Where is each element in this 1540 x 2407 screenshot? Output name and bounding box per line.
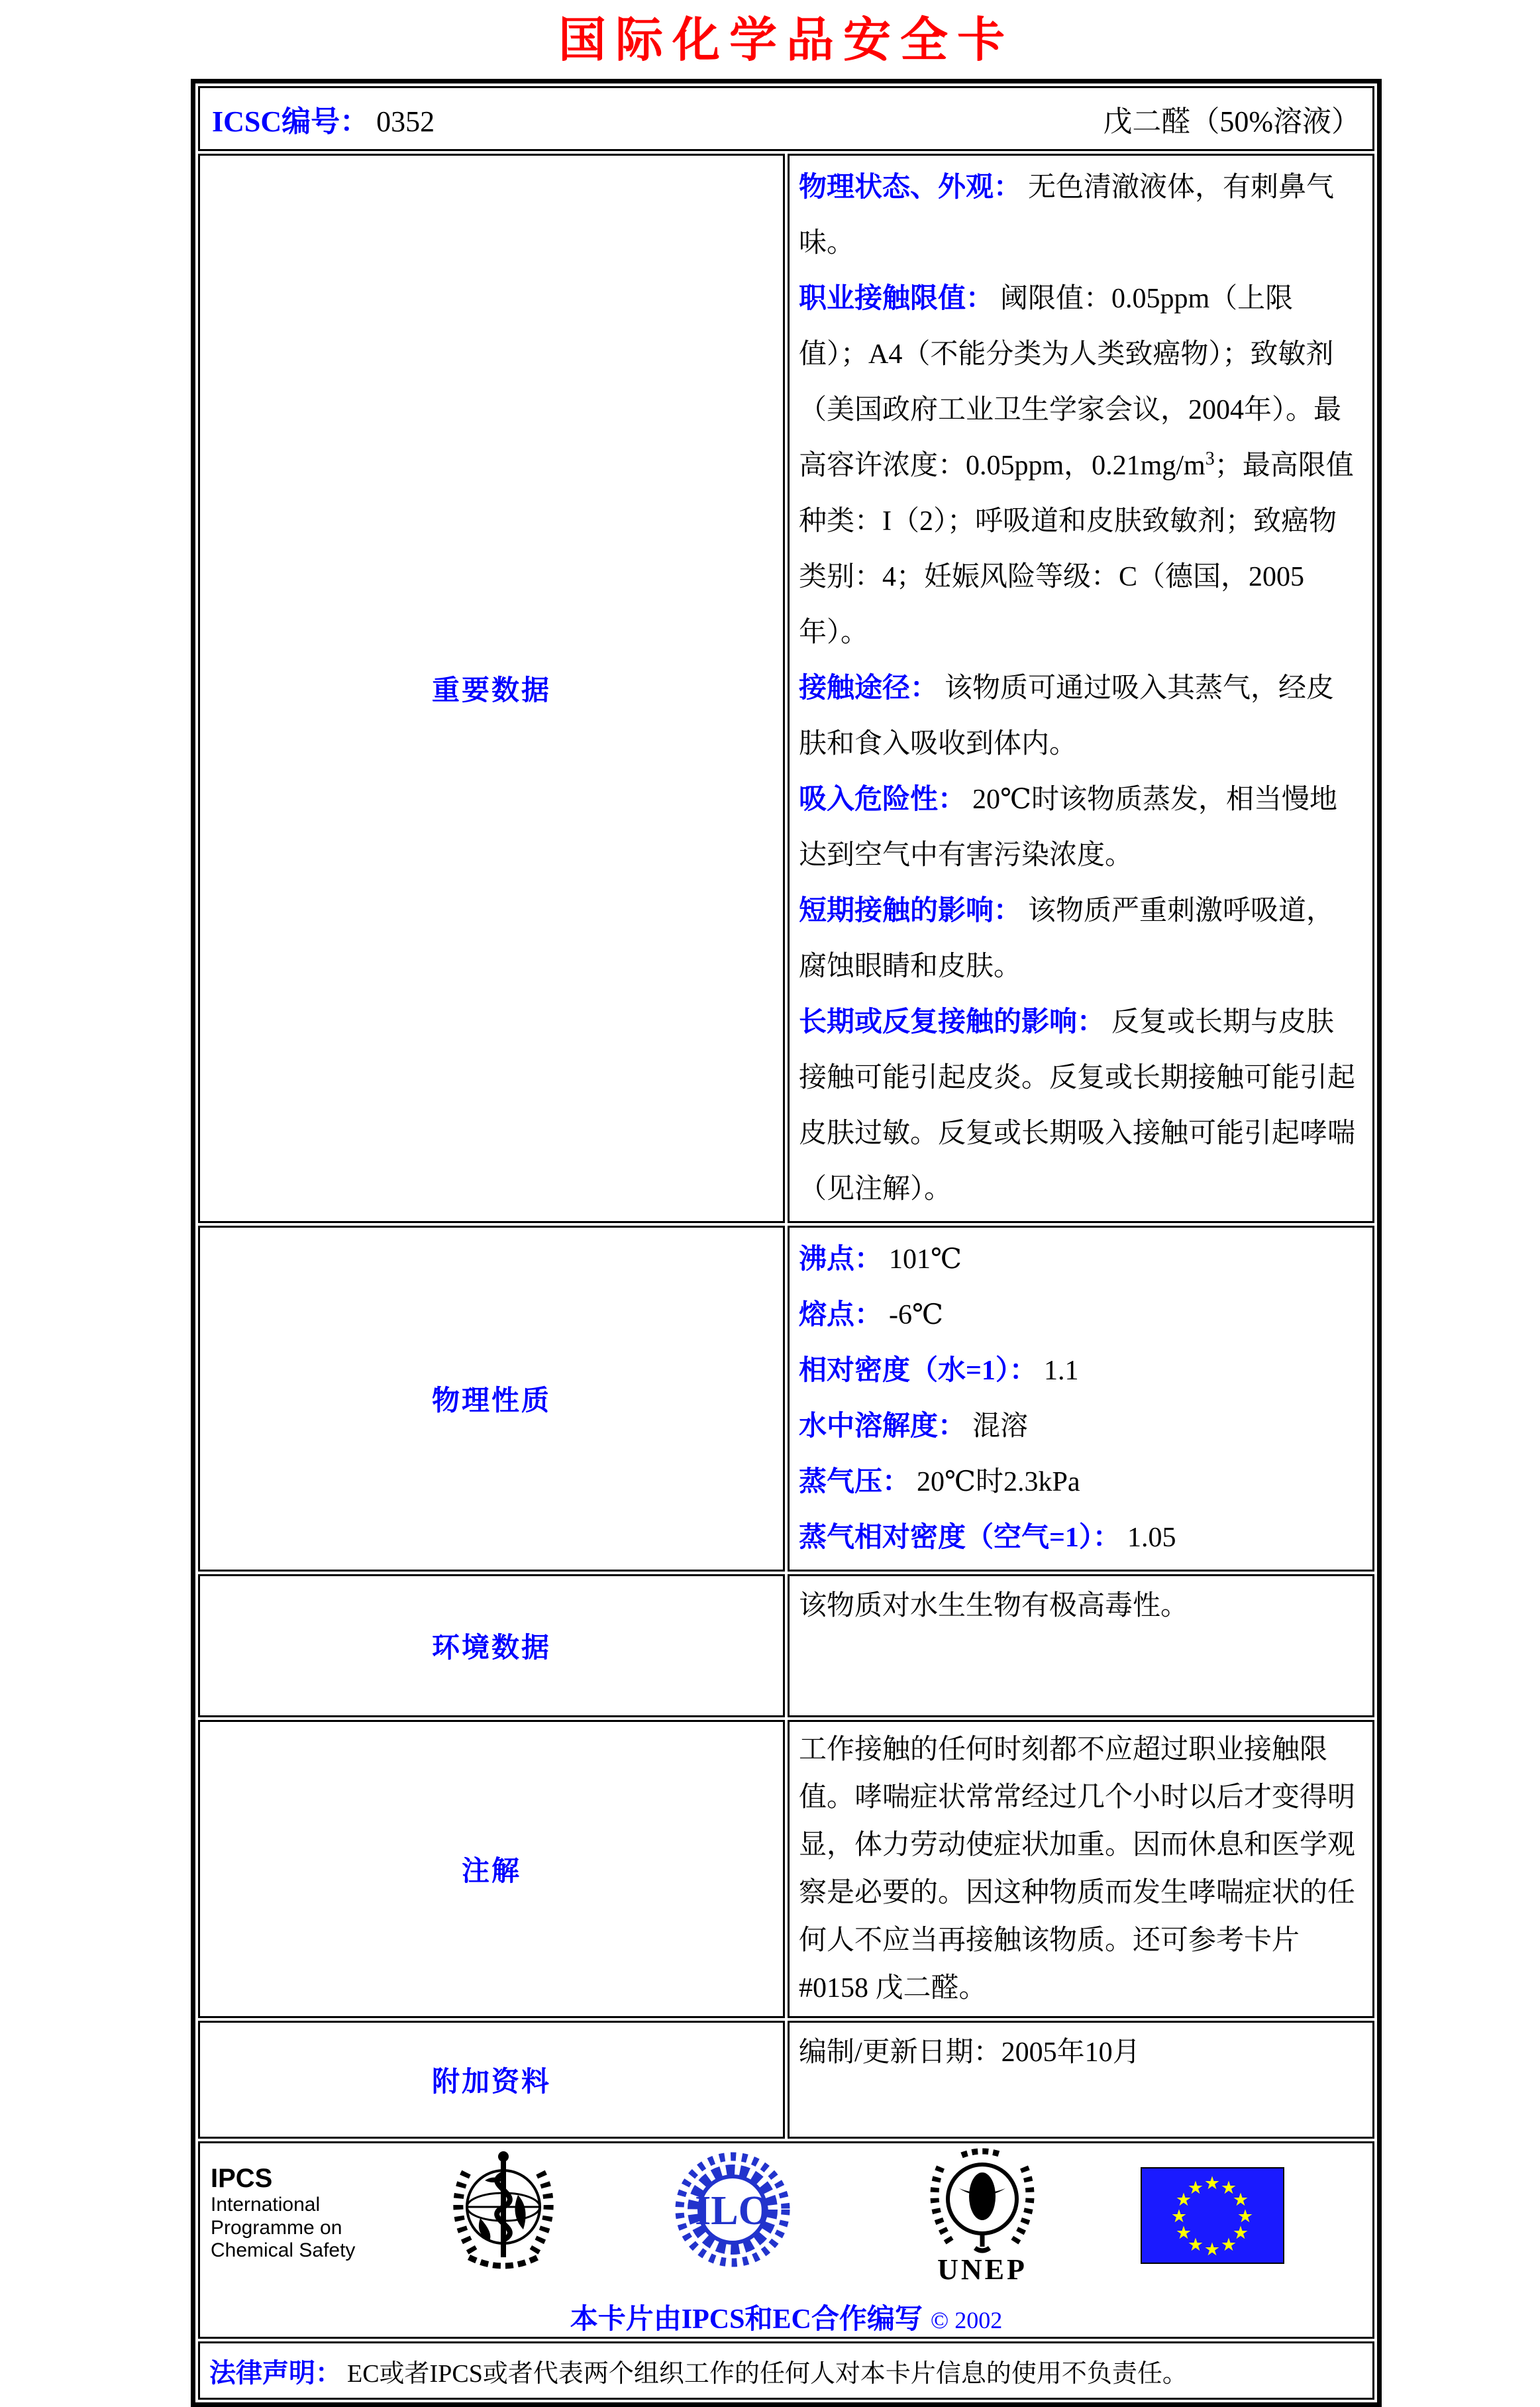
svg-text:★: ★ xyxy=(1232,2190,1249,2211)
section-label-important: 重要数据 xyxy=(198,154,785,1223)
important-item-long-term: 长期或反复接触的影响： 反复或长期与皮肤接触可能引起皮炎。反复或长期接触可能引起皮肤过敏。反复或长期吸入接触可能引起哮喘（见注解）。 xyxy=(799,1007,1356,1205)
section-label-environment: 环境数据 xyxy=(198,1574,785,1717)
credit-year: © 2002 xyxy=(930,2307,1003,2334)
page-title: 国际化学品安全卡 xyxy=(558,14,1014,67)
unep-label: UNEP xyxy=(937,2253,1027,2286)
header-cell xyxy=(198,86,1374,151)
important-item-inhalation-risk: 吸入危险性： 20℃时该物质蒸发，相当慢地达到空气中有害污染浓度。 xyxy=(799,784,1337,871)
legal-text: EC或者IPCS或者代表两个组织工作的任何人对本卡片信息的使用不负责任。 xyxy=(347,2359,1188,2388)
credit-text: 本卡片由IPCS和EC合作编写 xyxy=(570,2304,923,2335)
physical-item-water-solubility: 水中溶解度： 混溶 xyxy=(799,1411,1029,1442)
additional-info-content: 编制/更新日期：2005年10月 xyxy=(788,2021,1374,2139)
important-item-exposure-limits: 职业接触限值： 阈限值：0.05ppm（上限值）；A4（不能分类为人类致癌物）；致敏剂（美国政府工业卫生学家会议，2004年）。最高容许浓度：0.05ppm，$0.21mg/m^3$；最高限值种类：I（2）；呼吸道和皮肤致敏剂；致癌物类别：4；妊娠风险等级：C（德国，2005年）。 xyxy=(799,284,1354,649)
section-label-notes: 注解 xyxy=(198,1720,785,2018)
ipcs-title: IPCS xyxy=(211,2164,273,2194)
chemical-name: 戊二醛（50%溶液） xyxy=(1103,105,1360,138)
ipcs-text-block: IPCS International Programme on Chemical Safety xyxy=(211,2163,409,2263)
logos-row xyxy=(198,2141,1374,2339)
legal-cell xyxy=(198,2341,1374,2400)
physical-properties-content xyxy=(788,1226,1374,1572)
section-label-physical: 物理性质 xyxy=(198,1226,785,1572)
important-item-appearance: 物理状态、外观： 无色清澈液体，有刺鼻气味。 xyxy=(799,172,1335,259)
legal-label: 法律声明： xyxy=(209,2357,342,2388)
physical-item-boiling-point: 沸点： 101℃ xyxy=(799,1244,962,1275)
physical-item-relative-density: 相对密度（水=1）： 1.1 xyxy=(799,1356,1079,1387)
physical-item-vapor-density: 蒸气相对密度（空气=1）： 1.05 xyxy=(799,1523,1176,1554)
notes-content: 工作接触的任何时刻都不应超过职业接触限值。哮喘症状常常经过几个小时以后才变得明显，体力劳动使症状加重。因而休息和医学观察是必要的。因这种物质而发生哮喘症状的任何人不应当再接触该物质。还可参考卡片#0158 戊二醛。 xyxy=(788,1720,1374,2018)
icsc-number xyxy=(212,97,435,140)
important-data-content xyxy=(788,154,1374,1223)
header-row xyxy=(198,86,1374,151)
environmental-data-row xyxy=(198,1574,1374,1717)
superscript-3: 3 xyxy=(1205,449,1215,470)
svg-text:★: ★ xyxy=(1220,2178,1237,2199)
additional-info-row xyxy=(198,2021,1374,2139)
credit-line xyxy=(200,2297,1372,2337)
svg-text:★: ★ xyxy=(1175,2190,1192,2211)
icsc-card-table xyxy=(191,79,1382,2407)
svg-text:★: ★ xyxy=(1175,2223,1192,2244)
ilo-logo-icon xyxy=(674,2151,791,2271)
physical-properties-row xyxy=(198,1226,1374,1572)
legal-row xyxy=(198,2341,1374,2400)
who-logo-icon xyxy=(444,2149,563,2276)
icsc-number-value: 0352 xyxy=(376,105,435,138)
svg-text:★: ★ xyxy=(1204,2173,1221,2194)
important-item-exposure-routes: 接触途径： 该物质可通过吸入其蒸气，经皮肤和食入吸收到体内。 xyxy=(799,673,1335,760)
svg-text:★: ★ xyxy=(1232,2223,1249,2244)
logos-cell xyxy=(198,2141,1374,2339)
section-label-additional: 附加资料 xyxy=(198,2021,785,2139)
physical-item-vapor-pressure: 蒸气压： 20℃时2.3kPa xyxy=(799,1467,1080,1498)
svg-text:★: ★ xyxy=(1237,2206,1254,2227)
unep-logo-icon xyxy=(922,2147,1043,2284)
eu-flag-icon xyxy=(1141,2167,1284,2267)
svg-text:★: ★ xyxy=(1170,2206,1188,2227)
important-item-short-term: 短期接触的影响： 该物质严重刺激呼吸道，腐蚀眼睛和皮肤。 xyxy=(799,896,1335,983)
notes-row xyxy=(198,1720,1374,2018)
environmental-data-content: 该物质对水生生物有极高毒性。 xyxy=(788,1574,1374,1717)
svg-text:★: ★ xyxy=(1187,2178,1204,2199)
important-data-row xyxy=(198,154,1374,1223)
svg-text:★: ★ xyxy=(1220,2235,1237,2256)
physical-item-melting-point: 熔点： -6℃ xyxy=(799,1300,943,1331)
svg-text:★: ★ xyxy=(1204,2239,1221,2261)
icsc-number-label: ICSC编号： xyxy=(212,105,370,138)
svg-text:★: ★ xyxy=(1187,2235,1204,2256)
svg-text:ILO: ILO xyxy=(695,2188,770,2234)
